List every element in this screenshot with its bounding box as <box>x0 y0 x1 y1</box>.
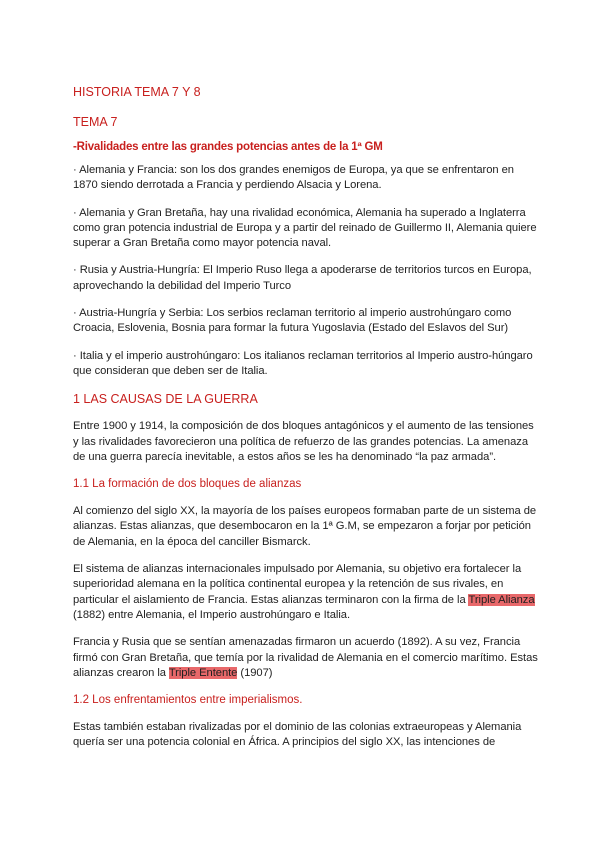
triple-entente-highlight: Triple Entente <box>168 666 238 679</box>
rivalidad-paragraph: · Rusia y Austria-Hungría: El Imperio Ruso llega a apoderarse de territorios turcos en Europa, aprovechando la debilidad del Imperio Turco <box>73 264 532 292</box>
alianzas-paragraph <box>73 635 538 681</box>
alianzas-paragraph <box>73 562 538 623</box>
alianzas-heading: 1.1 La formación de dos bloques de alianzas <box>73 478 302 491</box>
paragraph-text: (1882) entre Alemania, el Imperio austrohúngaro e Italia. <box>73 608 351 621</box>
rivalidad-paragraph: · Alemania y Francia: son los dos grandes enemigos de Europa, ya que se enfrentaron en 1870 siendo derrotada a Francia y perdiendo Alsacia y Lorena. <box>73 164 514 192</box>
causas-paragraph: Entre 1900 y 1914, la composición de dos bloques antagónicos y el aumento de las tensiones y las rivalidades favorecieron una política de refuerzo de las grandes potencias. La amenaza de una guerra parecía inevitable, a estos años se les ha denominado “la paz armada”. <box>73 420 534 463</box>
paragraph-text: Francia y Rusia que se sentían amenazadas firmaron un acuerdo (1892). A su vez, Francia firmó con Gran Bretaña, que temía por la rivalidad de Alemania en el comercio marítimo. Estas alianzas crearon la <box>73 636 538 679</box>
alianzas-paragraph: Al comienzo del siglo XX, la mayoría de los países europeos formaban parte de un sistema de alianzas. Estas alianzas, que desembocaron en la 1ª G.M, se empezaron a forjar por petición de Alemania, en la época del canciller Bismarck. <box>73 505 537 548</box>
paragraph-text: El sistema de alianzas internacionales impulsado por Alemania, su objetivo era fortalecer la superioridad alemana en la política continental europea y la retención de sus rivales, en particular el aislamiento de Francia. Estas alianzas terminaron con la firma de la <box>73 563 522 606</box>
tema-heading: TEMA 7 <box>73 115 118 129</box>
imperialismos-heading: 1.2 Los enfrentamientos entre imperialismos. <box>73 694 303 707</box>
rivalidad-paragraph: · Austria-Hungría y Serbia: Los serbios reclaman territorio al imperio austrohúngaro como Croacia, Eslovenia, Bosnia para formar la futura Yugoslavia (Estado del Eslavos del Sur) <box>73 307 512 335</box>
paragraph-text: (1907) <box>237 666 273 679</box>
triple-alianza-highlight: Triple Alianza <box>468 593 535 606</box>
rivalidad-paragraph: · Alemania y Gran Bretaña, hay una rivalidad económica, Alemania ha superado a Inglaterra como gran potencia industrial de Europa y a partir del reinado de Guillermo II, Alemania quiere superar a Gran Bretaña como mayor potencia naval. <box>73 206 537 250</box>
document-title: HISTORIA TEMA 7 Y 8 <box>73 85 201 99</box>
rivalidad-paragraph: · Italia y el imperio austrohúngaro: Los italianos reclaman territorios al Imperio austro-húngaro que consideran que deben ser de Italia. <box>73 349 533 377</box>
rivalidades-heading: -Rivalidades entre las grandes potencias antes de la 1ª GM <box>73 141 383 153</box>
causas-heading: 1 LAS CAUSAS DE LA GUERRA <box>73 392 258 407</box>
imperialismos-paragraph: Estas también estaban rivalizadas por el dominio de las colonias extraeuropeas y Alemania quería ser una potencia colonial en África. A principios del siglo XX, las intenciones de <box>73 721 522 749</box>
